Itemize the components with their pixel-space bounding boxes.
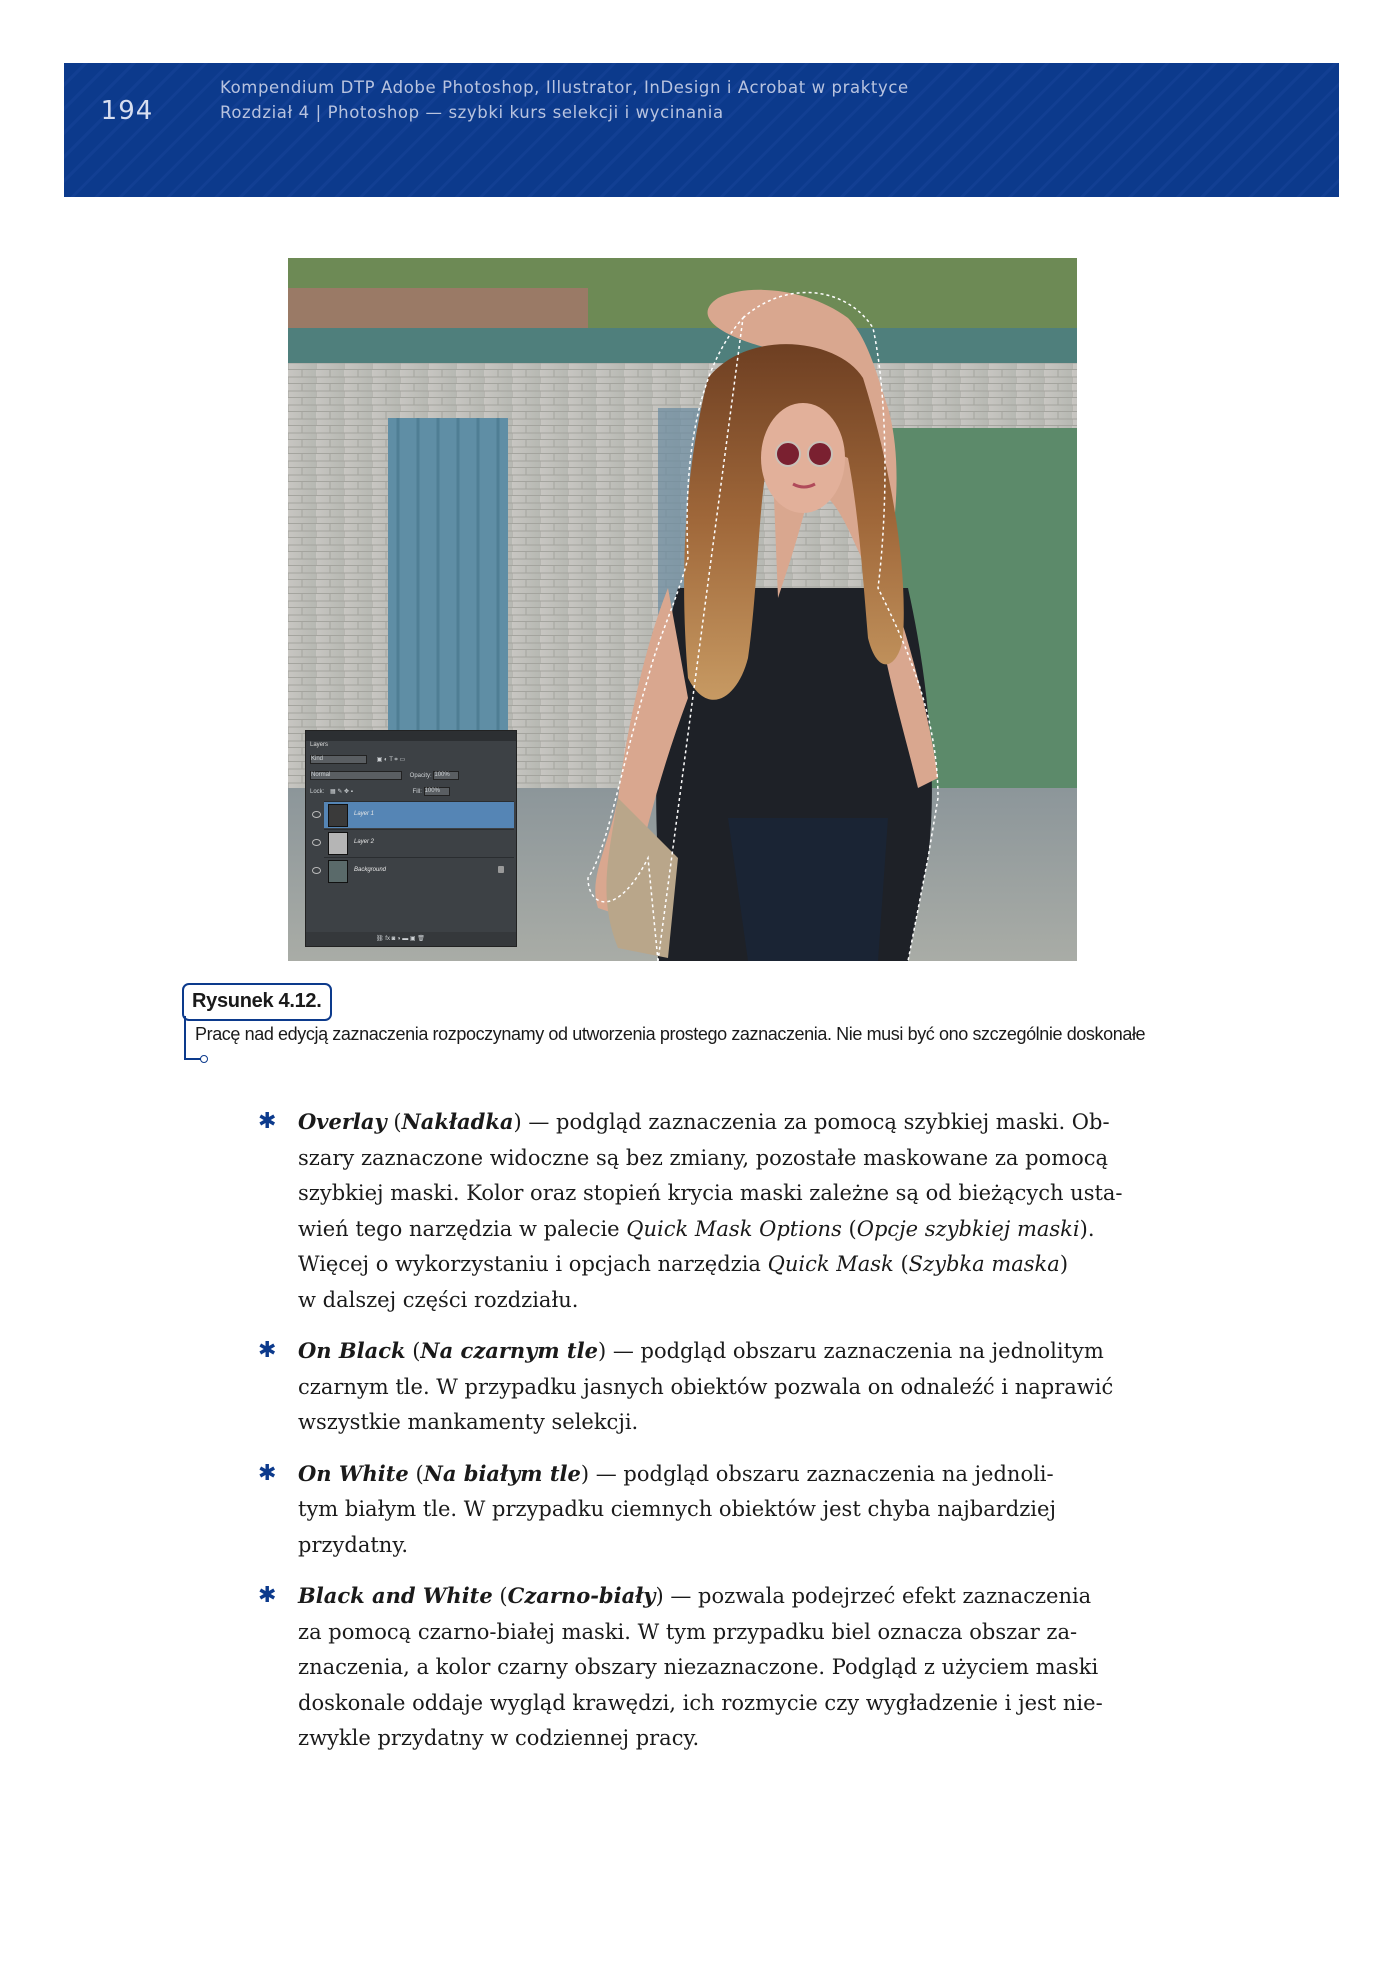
figure-caption: Pracę nad edycją zaznaczenia rozpoczynamy od utworzenia prostego zaznaczenia. Nie musi być ono szczególnie doskonałe — [195, 1024, 1146, 1044]
page-number: 194 — [100, 96, 154, 126]
term: Overlay — [298, 1109, 387, 1134]
panel-footer-icons[interactable]: ⛓ fx ◙ ◑ ▬ ▣ 🗑 — [376, 936, 425, 942]
asterisk-bullet-icon: ✱ — [258, 1338, 277, 1363]
list-item: ✱ Overlay (Nakładka) — podgląd zaznaczenia za pomocą szybkiej maski. Ob- szary zaznaczone widoczne są bez zmiany, pozostałe maskowane za pomocą szybkiej maski. Kolor oraz stopień krycia maski zależne są od bieżących usta- wień tego narzędzia w palecie Quick Mask Options (Opcje szybkiej maski). Więcej o wykorzystaniu i opcjach narzędzia Quick Mask (Szybka maska) w dalszej części rozdziału. — [258, 1104, 1218, 1318]
layer-thumbnail — [328, 832, 348, 855]
visibility-eye-icon[interactable] — [312, 867, 321, 874]
term-pl: Czarno-biały — [507, 1583, 656, 1608]
term: On Black — [298, 1338, 406, 1363]
layer-name: Layer 1 — [354, 811, 375, 817]
term: Black and White — [298, 1583, 493, 1608]
layer-row[interactable] — [324, 829, 514, 856]
opacity-label: Opacity: — [409, 773, 432, 780]
caption-bracket — [184, 1016, 186, 1060]
asterisk-bullet-icon: ✱ — [258, 1460, 277, 1486]
blend-mode-select[interactable]: Normal — [310, 771, 402, 780]
fill-label: Fill: — [412, 789, 422, 796]
term: On White — [298, 1460, 409, 1486]
kind-filter[interactable]: Kind — [310, 755, 367, 764]
figure-photo — [288, 258, 1077, 961]
lock-label: Lock: — [310, 789, 325, 796]
chapter-title: Rozdział 4 | Photoshop — szybki kurs selekcji i wycinania — [220, 103, 724, 122]
list-item: ✱ On White (Na białym tle) — podgląd obszaru zaznaczenia na jednoli- tym białym tle. W przypadku ciemnych obiektów jest chyba najbardziej przydatny. — [258, 1456, 1218, 1564]
layers-panel[interactable] — [305, 730, 517, 947]
lock-icons[interactable]: ▦ ✎ ✥ ▪ — [330, 789, 353, 796]
figure-label: Rysunek 4.12. — [182, 983, 332, 1021]
bullet-list — [258, 1104, 1218, 1772]
caption-bracket-dot — [200, 1055, 208, 1063]
layers-panel-footer — [306, 932, 516, 946]
list-item: ✱ On Black (Na czarnym tle) — podgląd obszaru zaznaczenia na jednolitym czarnym tle. W przypadku jasnych obiektów pozwala on odnaleźć i naprawić wszystkie mankamenty selekcji. — [258, 1333, 1218, 1441]
layer-row[interactable] — [324, 801, 514, 828]
list-item: ✱ Black and White (Czarno-biały) — pozwala podejrzeć efekt zaznaczenia za pomocą czarno-białej maski. W tym przypadku biel oznacza obszar za- znaczenia, a kolor czarny obszary niezaznaczone. Podgląd z użyciem maski doskonale oddaje wygląd krawędzi, ich rozmycie czy wygładzenie i jest nie- zwykle przydatny w codziennej pracy. — [258, 1578, 1218, 1757]
visibility-eye-icon[interactable] — [312, 811, 321, 818]
term-pl: Na czarnym tle — [420, 1338, 598, 1363]
asterisk-bullet-icon: ✱ — [258, 1109, 277, 1134]
fill-field[interactable]: 100% — [424, 787, 450, 796]
term-pl: Nakładka — [401, 1109, 514, 1134]
layers-tab[interactable]: Layers — [310, 742, 329, 748]
layer-thumbnail — [328, 860, 348, 883]
term-pl: Na białym tle — [423, 1460, 581, 1486]
layer-thumbnail — [328, 804, 348, 827]
book-title: Kompendium DTP Adobe Photoshop, Illustrator, InDesign i Acrobat w praktyce — [220, 78, 909, 97]
filter-icons[interactable]: ▣ ◐ T ⌗ ▭ — [376, 757, 406, 764]
asterisk-bullet-icon: ✱ — [258, 1583, 277, 1608]
visibility-eye-icon[interactable] — [312, 839, 321, 846]
lock-icon — [498, 866, 504, 873]
layer-name: Layer 2 — [354, 839, 375, 845]
layer-row[interactable] — [324, 857, 514, 884]
layer-name: Background — [354, 867, 387, 873]
opacity-field[interactable]: 100% — [433, 771, 459, 780]
